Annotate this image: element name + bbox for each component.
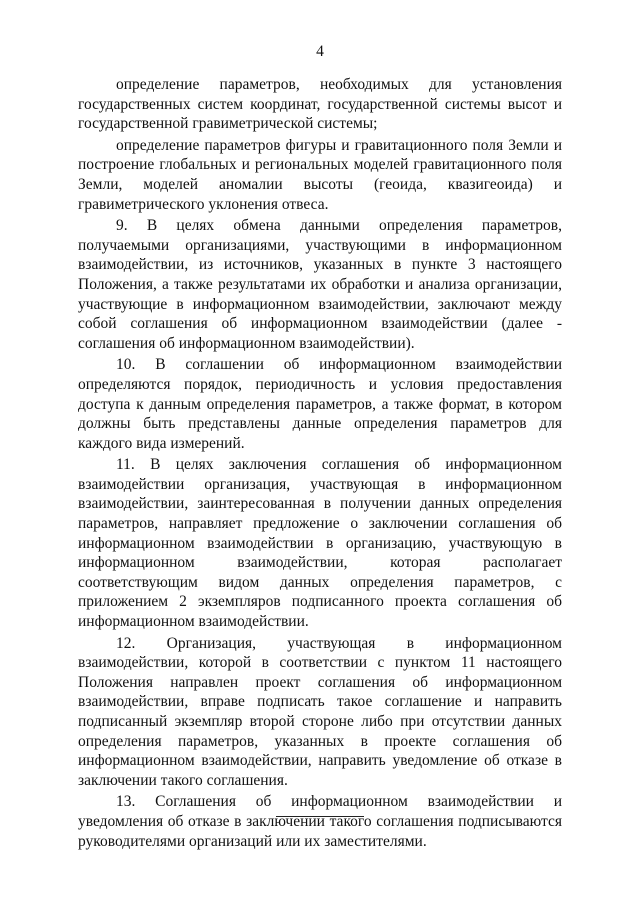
paragraph: определение параметров, необходимых для установления государственных систем координат, государственной системы высот и государственной гравиметрической системы; — [78, 76, 562, 133]
document-body — [78, 75, 562, 851]
paragraph: определение параметров фигуры и гравитационного поля Земли и построение глобальных и региональных моделей гравитационного поля Земли, моделей аномалии высоты (геоида, квазигеоида) и гравиметрического уклонения отвеса. — [78, 136, 562, 213]
end-separator-line — [276, 816, 364, 817]
paragraph-item-11: 11. В целях заключения соглашения об информационном взаимодействии организация, участвующая в информационном взаимодействии, заинтересованная в получении данных определения параметров, направляет предложение о заключении соглашения об информационном взаимодействии в организацию, участвующую в информационном взаимодействии, которая располагает соответствующим видом данных определения параметров, с приложением 2 экземпляров подписанного проекта соглашения об информационном взаимодействии. — [78, 456, 562, 631]
paragraph-item-10: 10. В соглашении об информационном взаимодействии определяются порядок, периодичность и условия предоставления доступа к данным определения параметров, а также формат, в котором должны быть представлены данные определения параметров для каждого вида измерений. — [78, 356, 562, 452]
paragraph-item-12: 12. Организация, участвующая в информационном взаимодействии, которой в соответствии с пунктом 11 настоящего Положения направлен проект соглашения об информационном взаимодействии, вправе подписать такое соглашение и направить подписанный экземпляр второй стороне либо при отсутствии данных определения параметров, указанных в проекте соглашения об информационном взаимодействии, направить уведомление об отказе в заключении такого соглашения. — [78, 634, 562, 789]
paragraph-item-9: 9. В целях обмена данными определения параметров, получаемыми организациями, участвующими в информационном взаимодействии, из источников, указанных в пункте 3 настоящего Положения, а также результатами их обработки и анализа организации, участвующие в информационном взаимодействии, заключают между собой соглашения об информационном взаимодействии (далее - соглашения об информационном взаимодействии). — [78, 217, 562, 352]
page-number: 4 — [316, 43, 324, 60]
paragraph-item-13: 13. Соглашения об информационном взаимодействии и уведомления об отказе в заключении такого соглашения подписываются руководителями организаций или их заместителями. — [78, 793, 562, 850]
